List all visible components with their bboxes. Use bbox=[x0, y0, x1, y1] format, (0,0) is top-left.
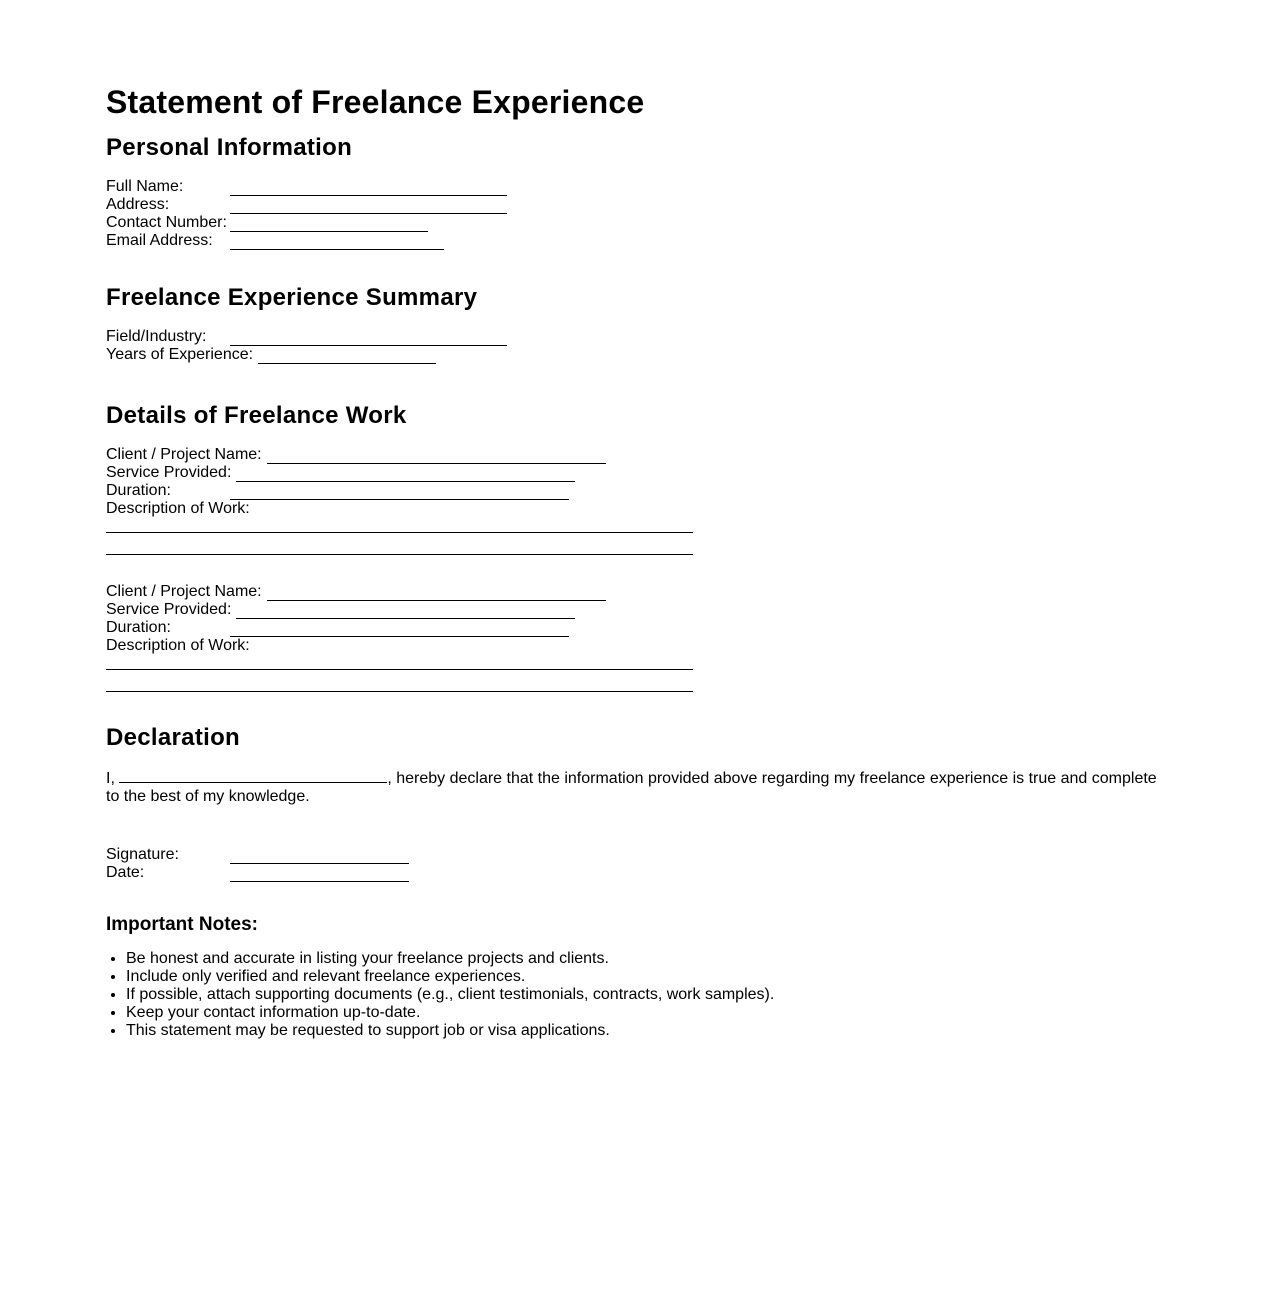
years-row bbox=[106, 346, 1166, 364]
description-row bbox=[106, 637, 1166, 655]
client-project-row bbox=[106, 446, 1166, 464]
work-entry bbox=[106, 583, 1166, 692]
personal-info-heading: Personal Information bbox=[106, 134, 353, 161]
signature-field[interactable] bbox=[230, 849, 409, 864]
work-details-heading: Details of Freelance Work bbox=[106, 402, 407, 429]
service-provided-label: Service Provided: bbox=[106, 464, 232, 481]
years-label: Years of Experience: bbox=[106, 346, 254, 363]
contact-number-field[interactable] bbox=[230, 217, 428, 232]
address-row bbox=[106, 196, 1166, 214]
service-provided-field[interactable] bbox=[236, 604, 575, 619]
duration-label: Duration: bbox=[106, 619, 171, 636]
declaration-text bbox=[106, 768, 1166, 806]
field-industry-row bbox=[106, 328, 1166, 346]
list-item: • Include only verified and relevant freelance experiences. bbox=[126, 968, 1166, 986]
signature-block bbox=[106, 846, 1166, 882]
client-project-field[interactable] bbox=[267, 586, 606, 601]
address-label: Address: bbox=[106, 196, 170, 213]
description-row bbox=[106, 500, 1166, 518]
list-item: • This statement may be requested to support job or visa applications. bbox=[126, 1022, 1166, 1040]
personal-info-fields bbox=[106, 178, 1166, 250]
full-name-row bbox=[106, 178, 1166, 196]
duration-row bbox=[106, 482, 1166, 500]
contact-number-label: Contact Number: bbox=[106, 214, 227, 231]
duration-field[interactable] bbox=[230, 485, 569, 500]
declaration-prefix: I, bbox=[106, 770, 115, 787]
summary-heading: Freelance Experience Summary bbox=[106, 284, 478, 311]
summary-fields bbox=[106, 328, 1166, 364]
email-field[interactable] bbox=[230, 235, 444, 250]
duration-label: Duration: bbox=[106, 482, 171, 499]
signature-label: Signature: bbox=[106, 846, 179, 863]
date-field[interactable] bbox=[230, 867, 409, 882]
important-notes-list bbox=[106, 950, 1166, 1040]
list-item: • If possible, attach supporting documents (e.g., client testimonials, contracts, work samples). bbox=[126, 986, 1166, 1004]
duration-row bbox=[106, 619, 1166, 637]
date-row bbox=[106, 864, 1166, 882]
description-label: Description of Work: bbox=[106, 500, 250, 517]
field-industry-label: Field/Industry: bbox=[106, 328, 207, 345]
declarant-name-field[interactable] bbox=[119, 768, 387, 783]
email-row bbox=[106, 232, 1166, 250]
important-notes-heading: Important Notes: bbox=[106, 914, 258, 935]
declaration-body: , hereby declare that the information provided above regarding my freelance experience is true and complete to the best of my knowledge. bbox=[106, 770, 1157, 805]
duration-field[interactable] bbox=[230, 622, 569, 637]
field-industry-field[interactable] bbox=[230, 331, 507, 346]
work-entry bbox=[106, 446, 1166, 555]
document-title: Statement of Freelance Experience bbox=[106, 84, 645, 120]
client-project-field[interactable] bbox=[267, 449, 606, 464]
list-item: • Be honest and accurate in listing your freelance projects and clients. bbox=[126, 950, 1166, 968]
service-provided-row bbox=[106, 464, 1166, 482]
service-provided-label: Service Provided: bbox=[106, 601, 232, 618]
email-label: Email Address: bbox=[106, 232, 213, 249]
list-item: • Keep your contact information up-to-date. bbox=[126, 1004, 1166, 1022]
service-provided-field[interactable] bbox=[236, 467, 575, 482]
client-project-label: Client / Project Name: bbox=[106, 583, 262, 600]
address-field[interactable] bbox=[230, 199, 507, 214]
full-name-field[interactable] bbox=[230, 181, 507, 196]
service-provided-row bbox=[106, 601, 1166, 619]
date-label: Date: bbox=[106, 864, 145, 881]
signature-row bbox=[106, 846, 1166, 864]
description-label: Description of Work: bbox=[106, 637, 250, 654]
years-field[interactable] bbox=[258, 349, 436, 364]
client-project-row bbox=[106, 583, 1166, 601]
declaration-heading: Declaration bbox=[106, 724, 241, 751]
contact-number-row bbox=[106, 214, 1166, 232]
full-name-label: Full Name: bbox=[106, 178, 184, 195]
client-project-label: Client / Project Name: bbox=[106, 446, 262, 463]
